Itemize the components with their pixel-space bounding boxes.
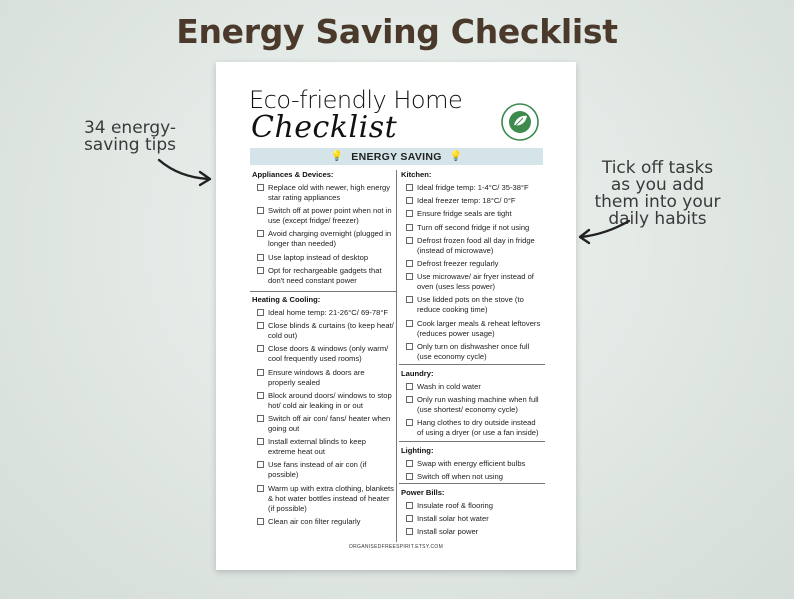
checklist-item — [399, 514, 543, 524]
item-text: Ideal freezer temp: 18°C/ 0°F — [417, 196, 516, 206]
checklist-item — [250, 321, 394, 341]
footer-url: ORGANISEDFREESPIRIT.ETSY.COM — [348, 544, 444, 550]
checkbox[interactable] — [406, 184, 413, 191]
section-title: Kitchen: — [401, 170, 432, 179]
item-text: Ensure windows & doors are properly sealed — [268, 367, 365, 387]
item-text: Install solar power — [417, 527, 479, 537]
section-divider — [399, 441, 545, 442]
item-text: Switch off at power point when not in use (except fridge/ freezer) — [268, 206, 392, 226]
checkbox[interactable] — [406, 473, 413, 480]
checklist-item — [250, 308, 394, 318]
item-text: Use microwave/ air fryer instead of oven (uses less power) — [417, 272, 534, 292]
checklist-item — [250, 391, 394, 411]
item-text: Install solar hot water — [417, 514, 489, 524]
item-text: Warm up with extra clothing, blankets & hot water bottles instead of heater (if possible) — [268, 483, 394, 513]
section-title: Lighting: — [401, 446, 434, 455]
item-text: Hang clothes to dry outside instead of using a dryer (or use a fan inside) — [417, 418, 539, 438]
checklist-item — [250, 344, 394, 364]
checkbox[interactable] — [257, 518, 264, 525]
checklist-item — [399, 418, 543, 438]
checkbox[interactable] — [257, 230, 264, 237]
section-divider — [250, 291, 396, 292]
checklist-section — [250, 295, 394, 530]
checkbox[interactable] — [257, 207, 264, 214]
item-text: Avoid charging overnight (plugged in longer than needed) — [268, 229, 392, 249]
checkbox[interactable] — [406, 210, 413, 217]
checkbox[interactable] — [406, 528, 413, 535]
item-text: Install external blinds to keep extreme heat out — [268, 437, 366, 457]
arrow-right-icon — [155, 152, 217, 188]
checklist-item — [250, 183, 394, 203]
checklist-item — [399, 382, 543, 392]
checklist-item — [399, 196, 543, 206]
checkbox[interactable] — [257, 254, 264, 261]
checklist-item — [250, 460, 394, 480]
checkbox[interactable] — [257, 415, 264, 422]
item-text: Use lidded pots on the stove (to reduce cooking time) — [417, 295, 524, 315]
section-title: Laundry: — [401, 369, 434, 378]
item-text: Switch off air con/ fans/ heater when going out — [268, 413, 391, 433]
checklist-section — [250, 170, 394, 289]
checkbox[interactable] — [406, 396, 413, 403]
item-text: Use laptop instead of desktop — [268, 252, 369, 262]
checkbox[interactable] — [257, 322, 264, 329]
lightbulb-icon: 💡 — [330, 151, 344, 162]
checklist-item — [250, 253, 394, 263]
checklist-item — [250, 484, 394, 514]
checkbox[interactable] — [257, 461, 264, 468]
checklist-item — [399, 395, 543, 415]
checklist-item — [399, 342, 543, 362]
checklist-item — [399, 527, 543, 537]
column-divider — [396, 170, 397, 542]
item-text: Only turn on dishwasher once full (use economy cycle) — [417, 341, 530, 361]
doc-title-line1: Eco-friendly Home — [249, 86, 463, 114]
item-text: Ideal home temp: 21-26°C/ 69-78°F — [268, 308, 389, 317]
checkbox[interactable] — [406, 320, 413, 327]
checkbox[interactable] — [257, 309, 264, 316]
item-text: Insulate roof & flooring — [417, 501, 493, 510]
checklist-item — [399, 223, 543, 233]
lightbulb-icon: 💡 — [449, 151, 463, 162]
item-text: Block around doors/ windows to stop hot/ cold air leaking in or out — [268, 390, 392, 410]
item-text: Close doors & windows (only warm/ cool frequently used rooms) — [268, 344, 389, 364]
checkbox[interactable] — [257, 369, 264, 376]
item-text: Ideal fridge temp: 1-4°C/ 35-38°F — [417, 183, 529, 192]
item-text: Defrost frozen food all day in fridge (instead of microwave) — [417, 235, 535, 255]
item-text: Ensure fridge seals are tight — [417, 209, 512, 219]
checklist-item — [250, 437, 394, 457]
checkbox[interactable] — [257, 485, 264, 492]
eco-friendly-badge-icon — [500, 102, 540, 142]
checklist-section — [399, 369, 543, 442]
checkbox[interactable] — [406, 419, 413, 426]
checkbox[interactable] — [406, 502, 413, 509]
checkbox[interactable] — [406, 460, 413, 467]
checklist-item — [250, 229, 394, 249]
banner-label: ENERGY SAVING — [351, 150, 442, 163]
checkbox[interactable] — [406, 260, 413, 267]
item-text: Clean air con filter regularly — [268, 516, 361, 526]
page-title: Energy Saving Checklist — [176, 12, 618, 51]
checklist-item — [399, 472, 543, 482]
item-text: Opt for rechargeable gadgets that don't need constant power — [268, 265, 382, 285]
doc-title-line2: Checklist — [251, 110, 398, 145]
checkbox[interactable] — [406, 296, 413, 303]
section-banner — [250, 148, 543, 165]
checklist-item — [399, 319, 543, 339]
checklist-section — [399, 170, 543, 365]
checklist-item — [250, 414, 394, 434]
checklist-item — [250, 368, 394, 388]
item-text: Turn off second fridge if not using — [417, 222, 530, 232]
side-note-left: 34 energy-saving tips — [83, 118, 177, 155]
item-text: Only run washing machine when full (use shortest/ economy cycle) — [417, 395, 539, 415]
side-note-right: Tick off tasks as you add them into your daily habits — [594, 158, 721, 229]
checklist-item — [250, 266, 394, 286]
section-title: Power Bills: — [401, 488, 445, 497]
checklist-section — [399, 446, 543, 485]
item-text: Close blinds & curtains (to keep heat/ cold out) — [268, 321, 394, 341]
checkbox[interactable] — [406, 273, 413, 280]
checklist-item — [399, 236, 543, 256]
item-text: Wash in cold water — [417, 382, 481, 391]
checkbox[interactable] — [406, 383, 413, 390]
checklist-item — [399, 183, 543, 193]
checklist-page — [216, 62, 576, 570]
checkbox[interactable] — [406, 197, 413, 204]
checkbox[interactable] — [257, 438, 264, 445]
checkbox[interactable] — [257, 184, 264, 191]
item-text: Switch off when not using — [417, 472, 503, 482]
item-text: Replace old with newer, high energy star rating appliances — [268, 183, 390, 202]
checkbox[interactable] — [257, 345, 264, 352]
checklist-item — [399, 459, 543, 469]
section-title: Heating & Cooling: — [252, 295, 321, 304]
item-text: Swap with energy efficient bulbs — [417, 459, 526, 468]
checkbox[interactable] — [257, 267, 264, 274]
section-title: Appliances & Devices: — [252, 170, 334, 179]
checkbox[interactable] — [406, 343, 413, 350]
checklist-section — [399, 488, 543, 541]
item-text: Use fans instead of air con (if possible) — [268, 460, 367, 480]
section-divider — [399, 483, 545, 484]
checkbox[interactable] — [257, 392, 264, 399]
item-text: Cook larger meals & reheat leftovers (reduces power usage) — [417, 318, 541, 338]
checklist-item — [399, 501, 543, 511]
checklist-item — [399, 259, 543, 269]
arrow-left-icon — [575, 215, 633, 245]
section-divider — [399, 364, 545, 365]
checklist-item — [250, 206, 394, 226]
checklist-item — [250, 517, 394, 527]
item-text: Defrost freezer regularly — [417, 258, 499, 268]
checkbox[interactable] — [406, 224, 413, 231]
checklist-item — [399, 272, 543, 292]
checkbox[interactable] — [406, 237, 413, 244]
checklist-item — [399, 209, 543, 219]
checkbox[interactable] — [406, 515, 413, 522]
checklist-item — [399, 295, 543, 315]
